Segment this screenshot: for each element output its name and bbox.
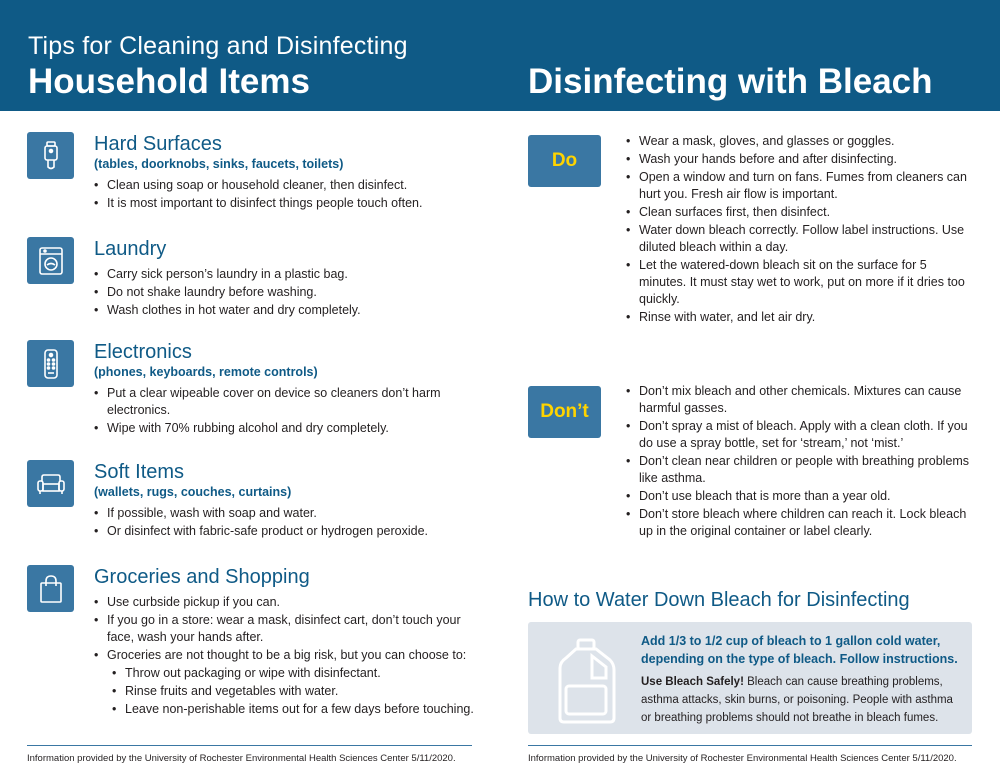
list-item: • Or disinfect with fabric-safe product or hydrogen peroxide. — [94, 523, 487, 540]
list-item: • Throw out packaging or wipe with disinfectant. — [112, 665, 487, 682]
list-item: • If possible, wash with soap and water. — [94, 505, 487, 522]
list-item: • Don’t store bleach where children can reach it. Lock bleach up in the original container or label clearly. — [626, 506, 976, 540]
do-list — [626, 133, 976, 327]
washing-machine-icon — [27, 237, 74, 284]
faucet-icon — [27, 132, 74, 179]
safety-text: Bleach can cause breathing problems, asthma attacks, skin burns, or poisoning. People with asthma or breathing problems should not breathe in bleach fumes. — [641, 676, 953, 724]
list-item: • Don’t clean near children or people with breathing problems like asthma. — [626, 453, 976, 487]
list-item: • Do not shake laundry before washing. — [94, 284, 487, 301]
section-title: Hard Surfaces — [94, 133, 222, 155]
do-badge: Do — [528, 135, 601, 187]
section-subtitle: (tables, doorknobs, sinks, faucets, toilets) — [94, 157, 344, 171]
list-item: • Clean using soap or household cleaner, then disinfect. — [94, 177, 487, 194]
header-title: Household Items — [28, 62, 310, 101]
header-banner — [0, 0, 1000, 111]
couch-icon — [27, 460, 74, 507]
footer-credit-right: Information provided by the University of Rochester Environmental Health Sciences Center 5/11/2020. — [528, 753, 957, 764]
remote-control-icon — [27, 340, 74, 387]
howto-title: How to Water Down Bleach for Disinfecting — [528, 589, 910, 611]
list-item: • Wear a mask, gloves, and glasses or goggles. — [626, 133, 976, 150]
list-item: • Rinse with water, and let air dry. — [626, 309, 976, 326]
section-title: Groceries and Shopping — [94, 566, 310, 588]
list-item: • It is most important to disinfect things people touch often. — [94, 195, 487, 212]
bleach-jug-icon — [548, 634, 638, 724]
list-item: • Use curbside pickup if you can. — [94, 594, 487, 611]
list-item: • Don’t use bleach that is more than a year old. — [626, 488, 976, 505]
footer-divider-left — [27, 745, 472, 746]
list-item: • Put a clear wipeable cover on device so cleaners don’t harm electronics. — [94, 385, 487, 419]
howto-instruction: Add 1/3 to 1/2 cup of bleach to 1 gallon cold water, depending on the type of bleach. Follow instructions. — [641, 634, 958, 666]
bullet-list — [94, 177, 487, 212]
footer-credit-left: Information provided by the University of Rochester Environmental Health Sciences Center 5/11/2020. — [27, 753, 456, 764]
header-subtitle: Tips for Cleaning and Disinfecting — [28, 32, 408, 60]
section-subtitle: (phones, keyboards, remote controls) — [94, 365, 318, 379]
list-item: • Rinse fruits and vegetables with water. — [112, 683, 487, 700]
list-item: • Let the watered-down bleach sit on the surface for 5 minutes. It must stay wet to work, put on more if it dries too quickly. — [626, 257, 976, 308]
shopping-bag-icon — [27, 565, 74, 612]
footer-divider-right — [528, 745, 972, 746]
bleach-section-title: Disinfecting with Bleach — [528, 62, 933, 101]
bullet-list — [94, 385, 487, 437]
sub-bullet-list — [94, 665, 487, 718]
list-item: • Open a window and turn on fans. Fumes from cleaners can hurt you. Fresh air flow is important. — [626, 169, 976, 203]
section-title: Electronics — [94, 341, 192, 363]
howto-panel — [528, 622, 972, 734]
howto-safety-note — [641, 673, 966, 727]
list-item: • Water down bleach correctly. Follow label instructions. Use diluted bleach within a day. — [626, 222, 976, 256]
bullet-list — [94, 594, 487, 664]
list-item: • Groceries are not thought to be a big risk, but you can choose to: — [94, 647, 487, 664]
section-title: Laundry — [94, 238, 167, 260]
bullet-list — [94, 505, 487, 540]
list-item: • Wipe with 70% rubbing alcohol and dry completely. — [94, 420, 487, 437]
list-item: • Leave non-perishable items out for a few days before touching. — [112, 701, 487, 718]
list-item: • Wash clothes in hot water and dry completely. — [94, 302, 487, 319]
list-item: • Carry sick person’s laundry in a plastic bag. — [94, 266, 487, 283]
list-item: • Don’t spray a mist of bleach. Apply with a clean cloth. If you do use a spray bottle, set for ‘stream,’ not ‘mist.’ — [626, 418, 976, 452]
list-item: • Wash your hands before and after disinfecting. — [626, 151, 976, 168]
safety-label: Use Bleach Safely! — [641, 676, 744, 688]
list-item: • If you go in a store: wear a mask, disinfect cart, don’t touch your face, wash your hands after. — [94, 612, 487, 646]
list-item: • Clean surfaces first, then disinfect. — [626, 204, 976, 221]
list-item: • Don’t mix bleach and other chemicals. Mixtures can cause harmful gasses. — [626, 383, 976, 417]
dont-list — [626, 383, 976, 541]
bullet-list — [94, 266, 487, 319]
dont-badge: Don’t — [528, 386, 601, 438]
section-title: Soft Items — [94, 461, 185, 483]
section-subtitle: (wallets, rugs, couches, curtains) — [94, 485, 292, 499]
